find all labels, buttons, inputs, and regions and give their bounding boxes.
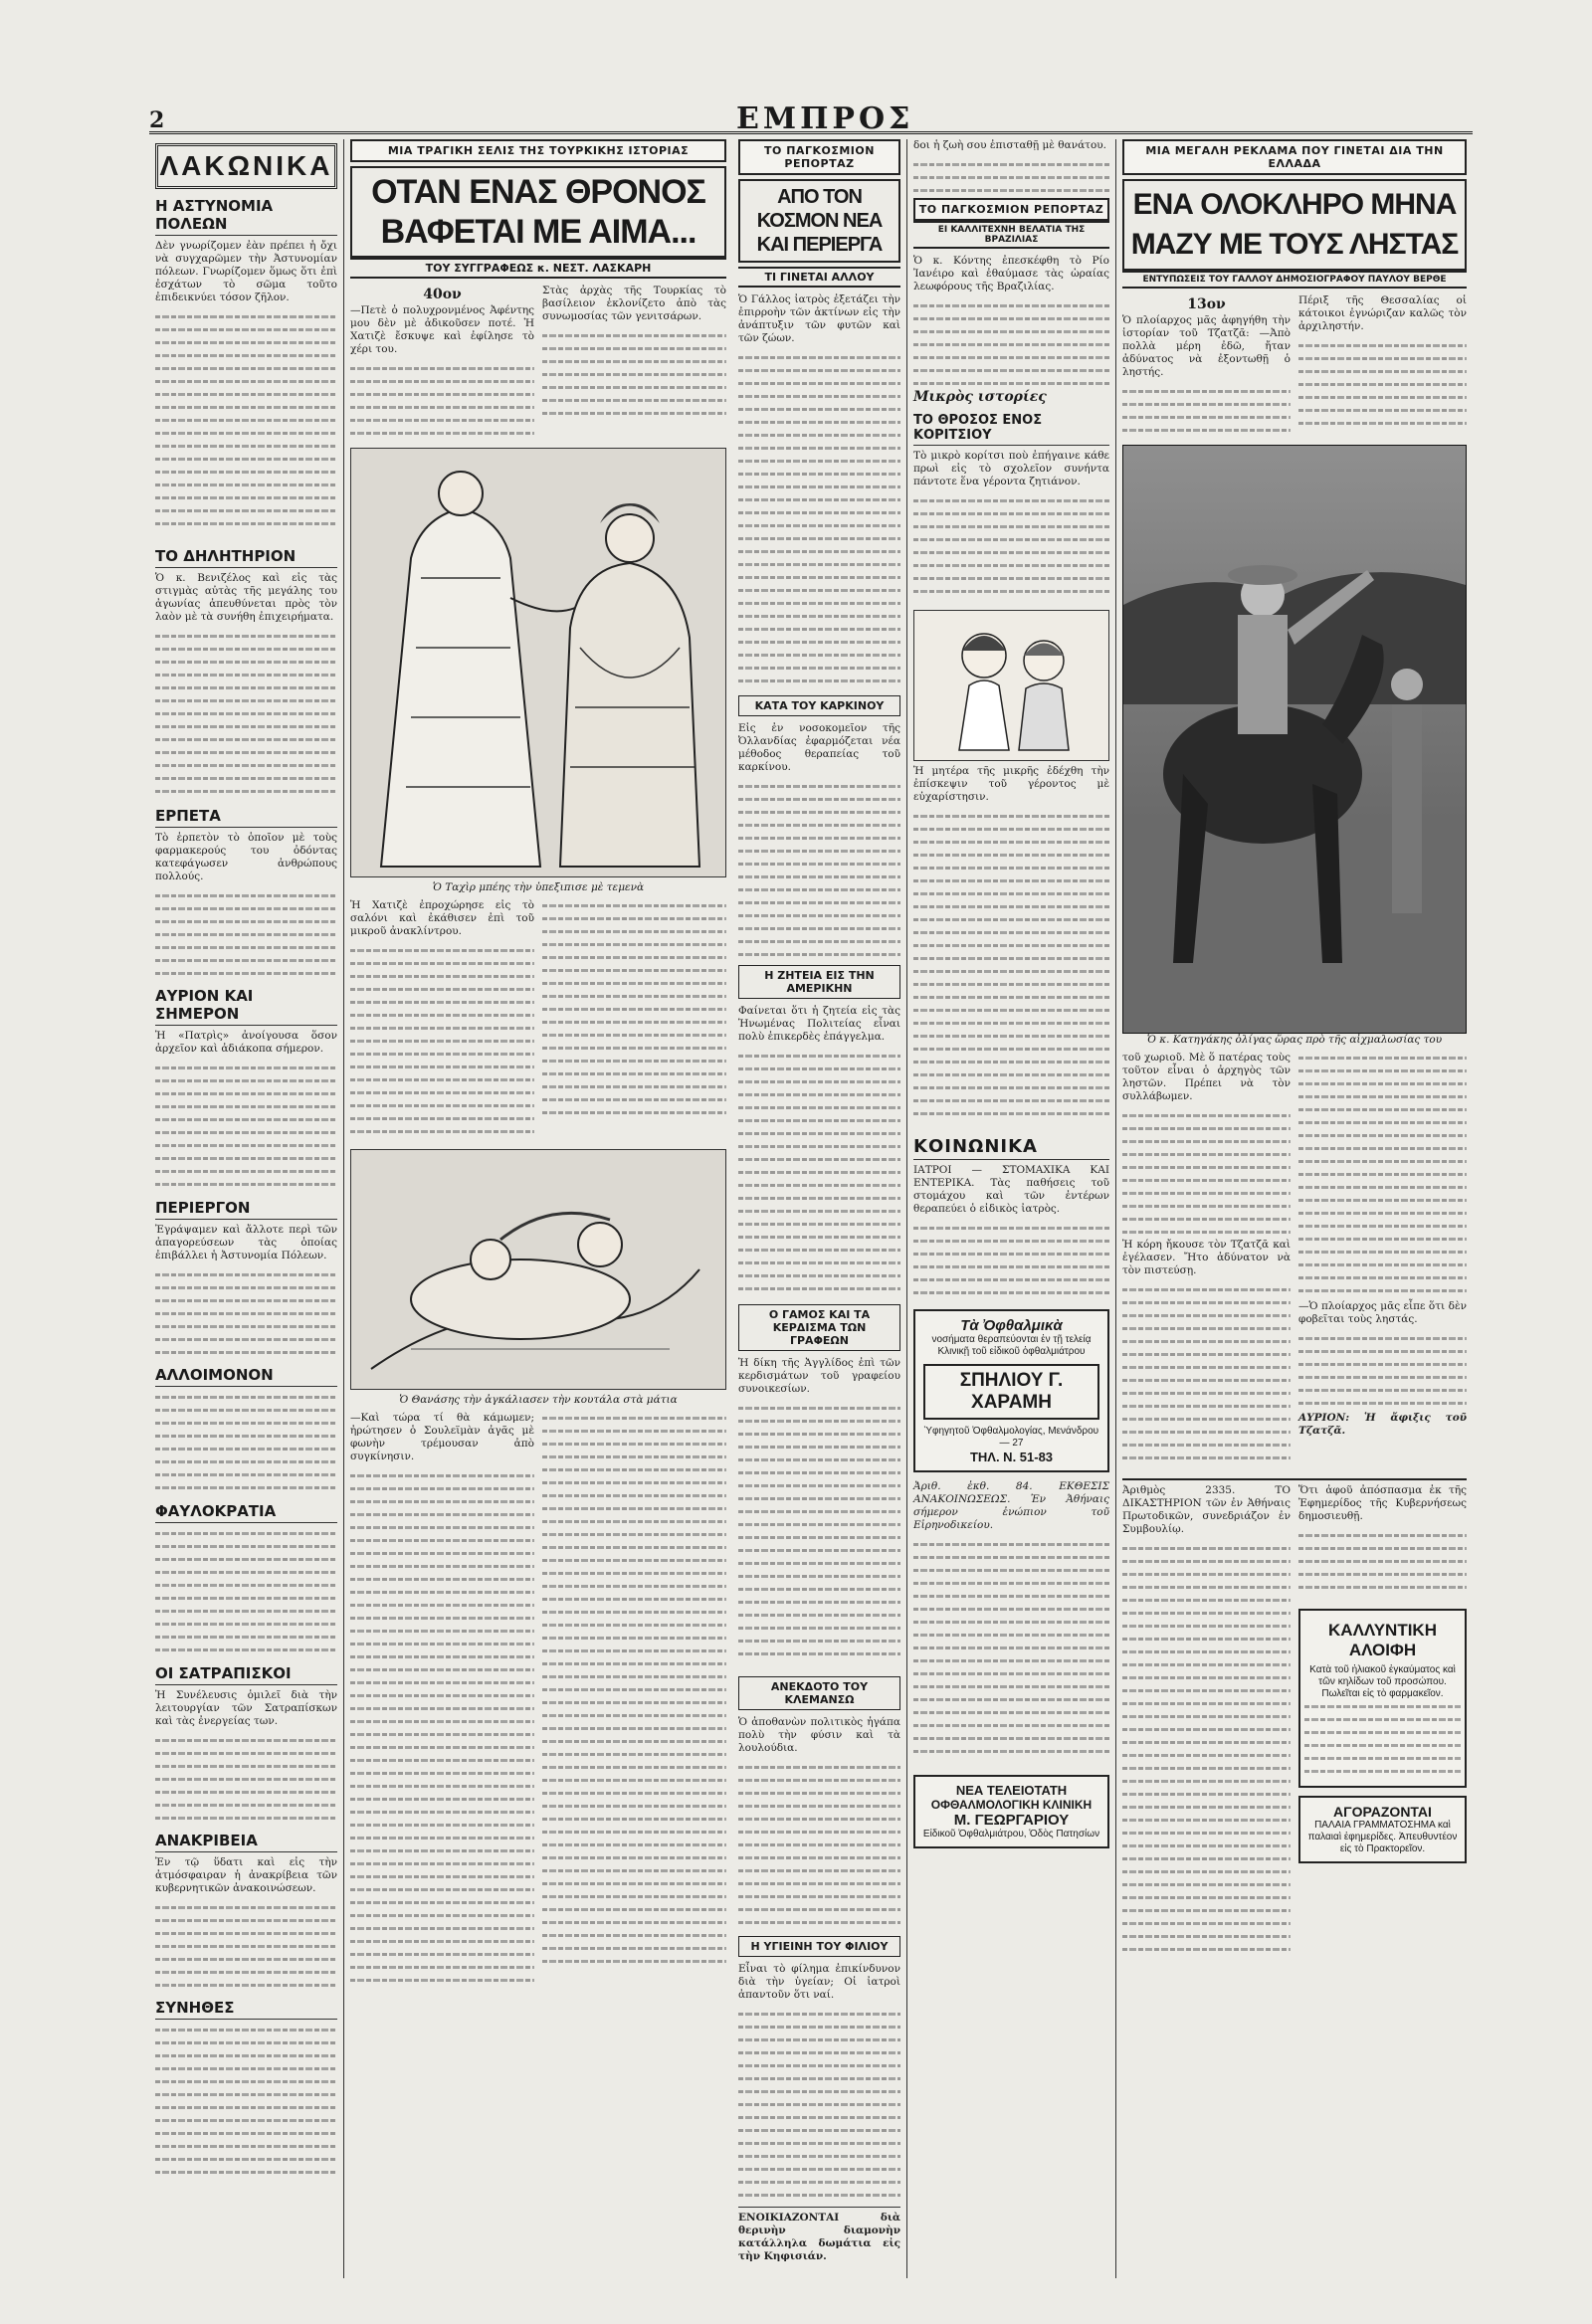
illustration-two-children [913,610,1109,761]
article-head: ΤΟ ΔΗΛΗΤΗΡΙΟΝ [155,547,337,568]
article-text: Ὁ Γάλλος ἰατρὸς ἐξετάζει τὴν ἐπιρροὴν τῶν ἀκτίνων εἰς τὴν ἀνάπτυξιν τῶν φυτῶν καὶ τῶν ζώων. [738,293,900,344]
masthead: ΕΜΠΡΟΣ [736,101,914,136]
headline: ΑΠΟ ΤΟΝ ΚΟΣΜΟΝ ΝΕΑ ΚΑΙ ΠΕΡΙΕΡΓΑ [738,179,900,263]
article-head: Η ΥΓΙΕΙΝΗ ΤΟΥ ΦΙΛΙΟΥ [738,1936,900,1957]
byline: ΤΟΥ ΣΥΓΓΡΑΦΕΩΣ κ. ΝΕΣΤ. ΛΑΣΚΑΡΗ [350,258,726,279]
photo-image [1123,446,1466,1033]
article-text: Δὲν γνωρίζομεν ἐὰν πρέπει ἡ ὄχι νὰ συγχαρῶμεν τὴν Ἀστυνομίαν πόλεων. Γνωρίζομεν ὅμως ὅτι ἐπὶ ἐσχάτων τὸ σῶμα τοῦτο ἐπιδεικνύει τόσον ζῆλον. [155,240,337,303]
advertisement-buying [1298,1796,1467,1863]
article-text: Ὁ ἀποθανὼν πολιτικὸς ἠγάπα πολὺ τὴν φύσιν καὶ τὰ λουλούδια. [738,1716,900,1754]
ad-address: Ὑφηγητοῦ Ὀφθαλμολογίας, Μενάνδρου — 27 [923,1426,1099,1449]
ad-doctor-name: ΣΠΗΛΙΟΥ Γ. ΧΑΡΑΜΗ [923,1364,1099,1420]
column-brigands [1116,139,1473,2278]
section-title-koinonika: ΚΟΙΝΩΝΙΚΑ [913,1136,1109,1160]
article-head: ΣΥΝΗΘΕΣ [155,1999,337,2020]
article-text: Τὸ μικρὸ κορίτσι ποὺ ἐπήγαινε κάθε πρωὶ εἰς τὸ σχολεῖον συνήντα πάντοτε ἕνα γέροντα ζητιάνον. [913,450,1109,487]
chapter-number: 13ον [1187,296,1226,312]
column-mixed [907,139,1116,2278]
article-text: δοι ἡ ζωὴ σου ἐπισταθῇ μὲ θανάτου. [913,139,1107,151]
kicker: ΜΙΑ ΜΕΓΑΛΗ ΡΕΚΛΑΜΑ ΠΟΥ ΓΙΝΕΤΑΙ ΔΙΑ ΤΗΝ ΕΛΛΑΔΑ [1122,139,1467,175]
article-text: Ἡ δίκη τῆς Ἀγγλίδος ἐπὶ τῶν κερδισμάτων τοῦ γραφείου συνοικεσίων. [738,1357,900,1395]
headline-line-1: ΕΝΑ ΟΛΟΚΛΗΡΟ ΜΗΝΑ [1132,188,1457,221]
illustration-caption: Ὁ Θανάσης τὴν ἀγκάλιασεν τὴν κουτάλα στὰ μάτια [399,1394,678,1406]
ad-text: νοσήματα θεραπεύονται ἐν τῇ τελείᾳ Κλινικῇ τοῦ εἰδικοῦ ὀφθαλμιάτρου [931,1334,1092,1357]
ad-phone: ΤΗΛ. Ν. 51-83 [969,1450,1054,1464]
article-head: ΚΑΤΑ ΤΟΥ ΚΑΡΚΙΝΟΥ [738,695,900,716]
article-head: ΑΝΕΚΔΟΤΟ ΤΟΥ ΚΛΕΜΑΝΣΩ [738,1676,900,1710]
article-text: Ἐγράψαμεν καὶ ἄλλοτε περὶ τῶν ἀπαγορεύσεων τὰς ὁποίας ἐπιβάλλει ἡ Ἀστυνομία Πόλεων. [155,1224,337,1261]
illustration-drawing [914,611,1109,760]
headline-line-2: ΒΑΦΕΤΑΙ ΜΕ ΑΙΜΑ... [380,213,696,251]
article-head: ΟΙ ΣΑΤΡΑΠΙΣΚΟΙ [155,1664,337,1685]
article-head: Η ΖΗΤΕΙΑ ΕΙΣ ΤΗΝ ΑΜΕΡΙΚΗΝ [738,965,900,999]
kicker: ΤΟ ΠΑΓΚΟΣΜΙΟΝ ΡΕΠΟΡΤΑΖ [738,139,900,175]
article-head: ΕΡΠΕΤΑ [155,807,337,828]
column-laconika [149,139,344,2278]
article-text: Ἡ μητέρα τῆς μικρῆς ἐδέχθη τὴν ἐπίσκεψιν τοῦ γέροντος μὲ εὐχαρίστησιν. [913,765,1109,803]
story-text: Ὁ πλοίαρχος μᾶς ἀφηγήθη τὴν ἱστορίαν τοῦ Τζατζᾶ: —Ἀπὸ πολλὰ μέρη ἐδῶ, ἤταν ἀδύνατος νὰ ἐξοντωθῇ ὁ ληστής. [1122,314,1291,378]
article-text: ΙΑΤΡΟΙ — ΣΤΟΜΑΧΙΚΑ ΚΑΙ ΕΝΤΕΡΙΚΑ. Τὰς παθήσεις τοῦ στομάχου καὶ τῶν ἐντέρων θεραπεύει ὁ εἰδικὸς ἰατρὸς. [913,1164,1109,1215]
article-head: ΠΕΡΙΕΡΓΟΝ [155,1199,337,1220]
ad-title: ΚΑΛΛΥΝΤΙΚΗ ΑΛΟΙΦΗ [1328,1621,1437,1659]
column-turkish-story [344,139,732,2278]
article-head: ΑΛΛΟΙΜΟΝΟΝ [155,1366,337,1387]
photo-caption: Ὁ κ. Κατηγάκης ὀλίγας ὥρας πρὸ τῆς αἰχμαλωσίας του [1146,1034,1443,1046]
story-text: —Καὶ τώρα τί θὰ κάμωμεν; ἠρώτησεν ὁ Σουλεϊμὰν ἀγᾶς μὲ φωνὴν τρέμουσαν ἀπὸ συγκίνησιν. [350,1412,534,1462]
article-text: Φαίνεται ὅτι ἡ ζητεία εἰς τὰς Ἡνωμένας Πολιτείας εἶναι πολὺ ἐπικερδὲς ἐπάγγελμα. [738,1005,900,1043]
article-head: ΑΥΡΙΟΝ ΚΑΙ ΣΗΜΕΡΟΝ [155,987,337,1026]
advertisement-ophthalmology [913,1775,1109,1848]
article-head: Ο ΓΑΜΟΣ ΚΑΙ ΤΑ ΚΕΡΔΙΣΜΑ ΤΩΝ ΓΡΑΦΕΩΝ [738,1304,900,1351]
ad-title: Τὰ Ὀφθαλμικὰ [960,1317,1063,1334]
article-text: Τὸ ἑρπετὸν τὸ ὁποῖον μὲ τοὺς φαρμακερούς του ὀδόντας κατεφάγωσεν ἀνθρώπους πολλούς. [155,832,337,882]
headline-line-1: ΟΤΑΝ ΕΝΑΣ ΘΡΟΝΟΣ [371,173,705,211]
story-text: —Ὁ πλοίαρχος μᾶς εἶπε ὅτι δὲν φοβεῖται τοὺς ληστάς. [1298,1300,1467,1325]
headline-line-2: ΜΑΖΥ ΜΕ ΤΟΥΣ ΛΗΣΤΑΣ [1130,228,1459,261]
byline: ΤΙ ΓΙΝΕΤΑΙ ΑΛΛΟΥ [738,267,900,288]
article-text: Ὁ κ. Βενιζέλος καὶ εἰς τὰς στιγμὰς αὐτὰς τῆς μεγάλης του ἀγωνίας ἀπευθύνεται πρὸς τὸν λαὸν μὲ τὰ συνήθη ἐπιχειρήματα. [155,572,337,623]
ad-text: Κατὰ τοῦ ἡλιακοῦ ἐγκαύματος καὶ τῶν κηλίδων τοῦ προσώπου. Πωλεῖται εἰς τὸ φαρμακεῖον. [1309,1664,1456,1699]
advertisement-ointment [1298,1609,1467,1788]
ad-title: ΝΕΑ ΤΕΛΕΙΟΤΑΤΗ [955,1783,1068,1798]
text-block [155,1734,337,1824]
illustration-embrace [350,1149,726,1390]
story-text: Στὰς ἀρχὰς τῆς Τουρκίας τὸ βασίλειον ἐκλονίζετο ἀπὸ τὰς συνωμοσίας τῶν γενιτσάρων. [542,285,726,322]
page-number: 2 [149,107,165,133]
legal-notice: Ὅτι ἀφοῦ ἀπόσπασμα ἐκ τῆς Ἐφημερίδος τῆς Κυβερνήσεως δημοσιευθῇ. [1298,1484,1467,1522]
advertisement-eye-clinic [913,1309,1109,1472]
legal-notice: Ἀριθμὸς 2335. ΤΟ ΔΙΚΑΣΤΗΡΙΟΝ τῶν ἐν Ἀθήναις Πρωτοδικῶν, συνεδριάζον ἐν Συμβουλίῳ. [1122,1484,1291,1535]
subhead: ΕΙ ΚΑΛΛΙΤΕΧΝΗ ΒΕΛΑΤΙΑ ΤΗΣ ΒΡΑΖΙΛΙΑΣ [913,221,1109,249]
ad-doctor-name: Μ. ΓΕΩΡΓΑΡΙΟΥ [953,1812,1070,1829]
article-text: Εἰς ἐν νοσοκομεῖον τῆς Ὀλλανδίας ἐφαρμόζεται νέα μέθοδος θεραπείας τοῦ καρκίνου. [738,722,900,773]
page-header [149,101,1473,136]
ad-text: ΠΑΛΑΙΑ ΓΡΑΜΜΑΤΟΣΗΜΑ καὶ παλαιαὶ ἐφημερίδες. Ἀπευθυντέον εἰς τὸ Πρακτορεῖον. [1307,1820,1458,1854]
illustration-two-figures [350,448,726,877]
story-text: Ἡ Χατιζὲ ἐπροχώρησε εἰς τὸ σαλόνι καὶ ἐκάθισεν ἐπὶ τοῦ μικροῦ ἀνακλίντρου. [350,899,534,937]
ad-clinic-name: ΟΦΘΑΛΜΟΛΟΓΙΚΗ ΚΛΙΝΙΚΗ [930,1798,1093,1812]
article-text: Ὁ κ. Κόντης ἐπεσκέφθη τὸ Ρίο Ἰανέιρο καὶ ἐθαύμασε τὰς ὡραίας λεωφόρους τῆς Βραζιλίας. [913,255,1109,292]
kicker: ΜΙΑ ΤΡΑΓΙΚΗ ΣΕΛΙΣ ΤΗΣ ΤΟΥΡΚΙΚΗΣ ΙΣΤΟΡΙΑΣ [350,139,726,162]
text-block [155,1527,337,1656]
illustration-drawing [351,449,725,876]
story-text: —Πετὲ ὁ πολυχρονμένος Ἀφέντης μου δὲν μὲ ἀδικοῦσεν ποτέ. Ἡ Χατιζὲ ἔσκυψε καὶ ἐφίλησε τὸ χέρι του. [350,304,534,355]
article-text: Ἐν τῷ ὕδατι καὶ εἰς τὴν ἀτμόσφαιραν ἡ ἀνακρίβεια τῶν κυβερνητικῶν ἀνακοινώσεων. [155,1856,337,1894]
text-block [155,1901,337,1991]
text-block [155,1268,337,1358]
text-block [155,630,337,799]
story-text: Πέριξ τῆς Θεσσαλίας οἱ κάτοικοι ἐγνώριζαν καλῶς τὸν ἀρχιληστήν. [1298,294,1467,332]
article-text: Ἡ Συνέλευσις ὁμιλεῖ διὰ τὴν λειτουργίαν τῶν Σατραπίσκων καὶ τὰς ἐνεργείας των. [155,1689,337,1727]
chapter-number: 40ον [423,287,462,302]
illustration-caption: Ὁ Ταχὶρ μπέης τὴν ὑπεξιπισε μὲ τεμενὰ [432,881,645,893]
story-text: τοῦ χωριοῦ. Μὲ ὅ πατέρας τοὺς τοῦτον εἶναι ὁ ἀρχηγὸς τῶν ληστῶν. Πρέπει νὰ τὸν συλλάβωμεν. [1122,1052,1291,1102]
legal-notice: Ἀριθ. ἐκθ. 84. ΕΚΘΕΣΙΣ ΑΝΑΚΟΙΝΩΣΕΩΣ. Ἐν Ἀθήναις σήμερον ἐνώπιον τοῦ Εἰρηνοδικείου. [913,1480,1109,1531]
story-text: Ἡ κόρη ἤκουσε τὸν Τζατζᾶ καὶ ἐγέλασεν. Ἤτο ἀδύνατον νὰ τὸν πιστεύσῃ. [1122,1239,1291,1276]
article-text: Ἡ «Πατρὶς» ἀνοίγουσα ὅσον ἀρχεῖον καὶ ἀδιάκοπα σήμερον. [155,1030,337,1055]
article-head: ΤΟ ΘΡΟΣΟΣ ΕΝΟΣ ΚΟΡΙΤΣΙΟΥ [913,413,1109,446]
column-world-news [732,139,907,2278]
article-head: ΦΑΥΛΟΚΡΑΤΙΑ [155,1502,337,1523]
section-subtitle: Μικρὸς ιστορίες [913,389,1047,405]
ad-title: ΑΓΟΡΑΖΟΝΤΑΙ [1333,1804,1432,1820]
text-block [155,1391,337,1494]
story-signoff: ΑΥΡΙΟΝ: Ἡ ἄφιξις τοῦ Τζατζᾶ. [1298,1412,1467,1437]
ad-text: Εἰδικοῦ Ὀφθαλμιάτρου, Ὁδὸς Πατησίων [922,1829,1100,1840]
illustration-drawing [351,1150,725,1389]
kicker: ΤΟ ΠΑΓΚΟΣΜΙΟΝ ΡΕΠΟΡΤΑΖ [913,198,1109,221]
article-head: Η ΑΣΤΥΝΟΜΙΑ ΠΟΛΕΩΝ [155,197,337,236]
article-head: ΑΝΑΚΡΙΒΕΙΑ [155,1832,337,1852]
photo-horseman [1122,445,1467,1034]
text-block [155,2024,337,2183]
text-block [155,1062,337,1191]
text-block [155,310,337,539]
article-text: Εἶναι τὸ φίλημα ἐπικίνδυνον διὰ τὴν ὑγείαν; Οἱ ἰατροὶ ἀπαντοῦν ὅτι ναί. [738,1963,900,2001]
byline: ΕΝΤΥΠΩΣΕΙΣ ΤΟΥ ΓΑΛΛΟΥ ΔΗΜΟΣΙΟΓΡΑΦΟΥ ΠΑΥΛΟΥ ΒΕΡΘΕ [1122,271,1467,289]
classified-notice: ΕΝΟΙΚΙΑΖΟΝΤΑΙ διὰ θερινὴν διαμονὴν κατάλληλα δωμάτια εἰς τὴν Κηφισιάν. [738,2207,900,2263]
section-title-laconika: ΛΑΚΩΝΙΚΑ [155,143,337,189]
text-block [155,889,337,979]
